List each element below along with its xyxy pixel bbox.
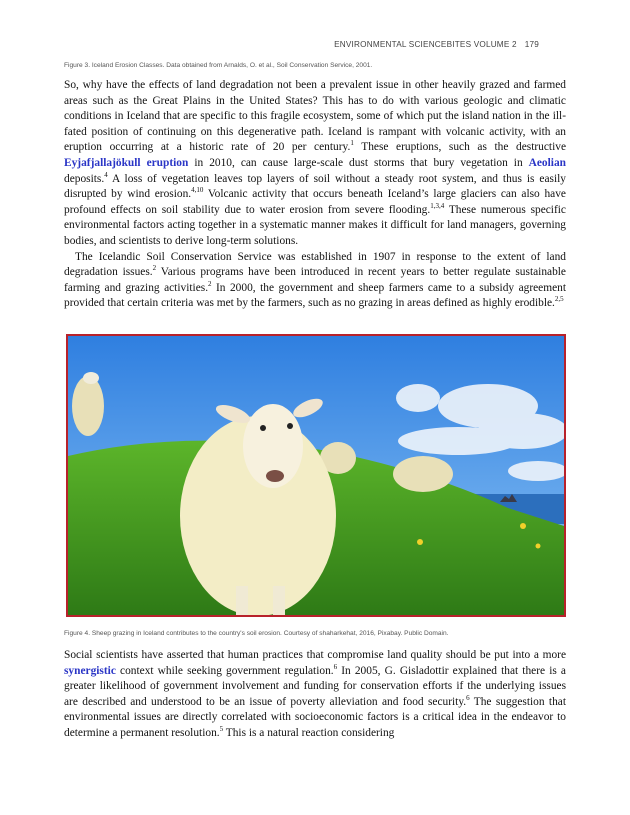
text-run: The Icelandic Soil Conservation Service was established in 1907 in response to the extent of land degradation issues.	[64, 250, 566, 279]
body-text-bottom	[64, 648, 566, 742]
text-run: deposits.	[64, 172, 105, 185]
figure-3-caption: Figure 3. Iceland Erosion Classes. Data obtained from Arnalds, O. et al., Soil Conservation Service, 2001.	[64, 62, 373, 69]
paragraph-2	[64, 250, 566, 312]
text-run: In 2000, the government and sheep farmers came to a subsidy agreement provided that certain criteria was met by the farmers, such as no grazing in areas defined as highly erodible.	[64, 281, 566, 310]
figure-4-caption: Figure 4. Sheep grazing in Iceland contributes to the country's soil erosion. Courtesy of shaharkehat, 2016, Pixabay. Public Domain.	[64, 630, 449, 637]
citation-superscript: 6	[466, 693, 470, 702]
page-number: 179	[524, 40, 539, 49]
text-run: Volcanic activity that occurs beneath Iceland’s large glaciers can also have profound effects on soil stability due to water erosion from severe flooding.	[64, 188, 566, 216]
citation-superscript: 2	[152, 264, 157, 273]
text-run: The suggestion that environmental issues are directly correlated with socioeconomic factors is a critical idea in the endeavor to determine a permanent resolution.	[64, 695, 566, 739]
text-run: context while seeking government regulation.	[115, 664, 334, 677]
citation-superscript: 2	[208, 279, 212, 288]
text-run: This is a natural reaction considering	[223, 726, 395, 739]
running-title: ENVIRONMENTAL SCIENCEBITES VOLUME 2	[334, 40, 517, 49]
citation-superscript: 4	[104, 170, 108, 179]
text-run: These eruptions, such as the destructive	[353, 141, 566, 154]
sheep-photo	[66, 334, 566, 617]
eyjafjallajokull-eruption-link[interactable]: Eyjafjallajökull eruption	[64, 156, 189, 169]
text-run: These numerous specific environmental factors acting together in a systematic manner makes it difficult for land managers, governing bodies, and scientists to derive long-term solutions.	[64, 203, 566, 247]
text-run: Social scientists have asserted that human practices that compromise land quality should be put into a more	[64, 649, 566, 661]
citation-superscript: 6	[333, 662, 338, 671]
citation-superscript: 2,5	[554, 295, 564, 304]
synergistic-link[interactable]: synergistic	[64, 664, 116, 677]
sheep-grazing-illustration	[68, 336, 564, 615]
text-run: A loss of vegetation leaves top layers of soil without a steady root system, and thus is easily disrupted by wind erosion.	[64, 172, 566, 201]
aeolian-link[interactable]: Aeolian	[528, 156, 566, 169]
text-run: Various programs have been introduced in recent years to better regulate sustainable farming and grazing activities.	[64, 266, 566, 294]
paragraph-1	[64, 78, 566, 250]
text-run: In 2005, G. Gisladottir explained that there is a greater likelihood of government involvement and funding for conservation efforts if the underlying issues are described and understood to be an issue of poverty alleviation and food security.	[64, 664, 566, 708]
text-run: in 2010, can cause large-scale dust storms that bury vegetation in	[188, 156, 529, 169]
paragraph-3	[64, 648, 566, 742]
citation-superscript: 1	[350, 139, 354, 148]
citation-superscript: 1,3,4	[430, 201, 445, 210]
body-text-top	[64, 78, 566, 312]
running-header	[334, 40, 539, 49]
citation-superscript: 5	[219, 725, 224, 734]
text-run: So, why have the effects of land degradation not been a prevalent issue in other heavily grazed and farmed areas such as the Great Plains in the United States? This has to do with various geologic and climatic conditions in Iceland that are specific to this fragile ecosystem, some of which put the island nation in the ill-fated position of continuing on this degenerative path. Iceland is rampant with volcanic activity, with an eruption occurring at a historic rate of 20 per century.	[64, 79, 566, 154]
citation-superscript: 4,10	[191, 186, 204, 195]
